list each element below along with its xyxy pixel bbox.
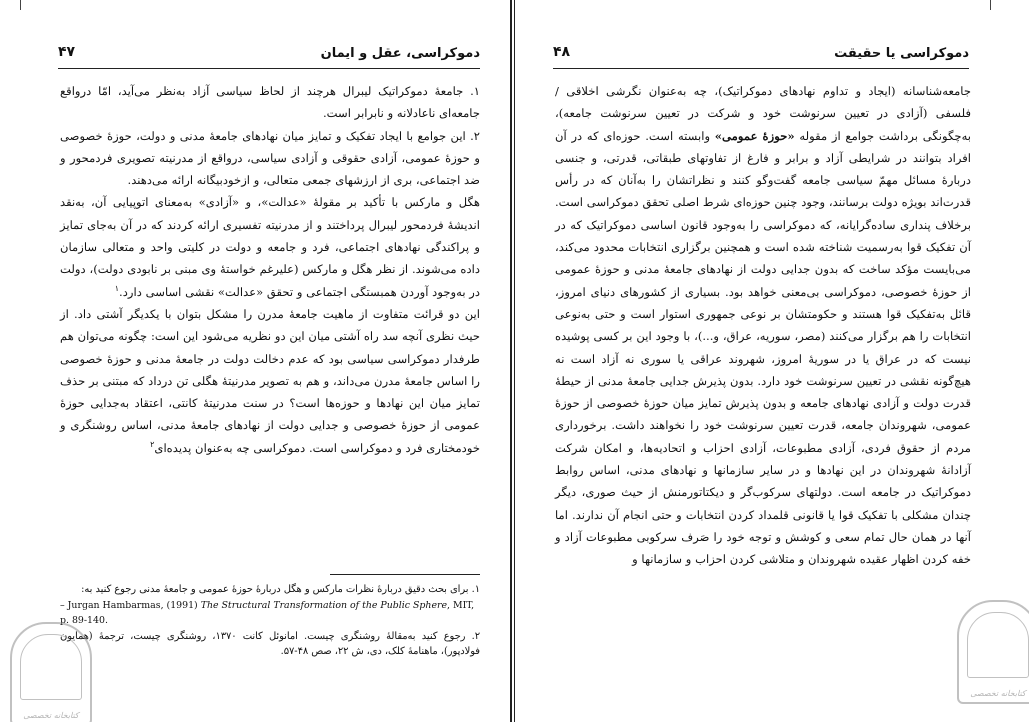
stamp-text: کتابخانه تخصصی bbox=[970, 689, 1026, 698]
library-stamp bbox=[10, 622, 92, 722]
footnote-ref: ۱ bbox=[114, 283, 120, 293]
paragraph: ۱. جامعهٔ دموکراتیک لیبرال هرچند از لحاظ سیاسی آزاد به‌نظر می‌آید، امّا درواقع جامعه‌ای ناعادلانه و نابرابر است. bbox=[60, 84, 480, 121]
paragraph: این دو قرائت متفاوت از ماهیت جامعهٔ مدرن را مشکل بتوان با یکدیگر آشتی داد. از حیث نظری آنچه سد راه آشتی میان این دو نظریه می‌شود این است: چگونه می‌توان هم طرفدار دموکراسی سیاسی بود که عدم دخالت دولت در جامعهٔ مدنی و حوزهٔ خصوصی را اساس جامعهٔ مدرن می‌داند، و هم به تصویر مدرنیتهٔ هگلی تن درداد که مبتنی بر حذف تمایز میان این نهادها و حوزه‌ها است؟ در سنت مدرنیتهٔ کانتی، اعتقاد به‌جدایی حوزهٔ عمومی از حوزهٔ خصوصی و جدایی دولت از نهادهای جامعهٔ مدنی، اساس روشنگری و خودمختاری فرد و دموکراسی است. دموکراسی چه به‌عنوان پدیده‌ای$^۲$ bbox=[60, 306, 480, 455]
footnote-divider bbox=[330, 574, 480, 575]
page-number: ۴۷ bbox=[58, 44, 76, 60]
footnote: ۱. برای بحث دقیق دربارهٔ نظرات مارکس و هگل دربارهٔ حوزهٔ عمومی و جامعهٔ مدنی رجوع کنید به: bbox=[81, 584, 480, 595]
stamp-arch bbox=[20, 634, 82, 700]
footnotes bbox=[60, 582, 480, 660]
left-page bbox=[0, 0, 512, 722]
corner-mark bbox=[20, 0, 21, 10]
footnote-citation: – Jurgan Hambarmas, (1991) The Structural Transformation of the Public Sphere, MIT, p. 89-140. bbox=[60, 599, 475, 626]
page-number: ۴۸ bbox=[553, 44, 571, 60]
left-page-header bbox=[58, 40, 480, 69]
right-page-body bbox=[555, 80, 971, 571]
library-stamp bbox=[957, 600, 1029, 704]
footnote-ref: ۲ bbox=[150, 439, 155, 449]
paragraph: ۲. این جوامع با ایجاد تفکیک و تمایز میان نهادهای جامعهٔ مدنی و دولت، حوزهٔ خصوصی و حوزهٔ عمومی، آزادی حقوقی و آزادی سیاسی، درواقع از مدرنیته تصویری فردمحور و ضد اجتماعی، بری از ارزشهای جمعی متعالی، و ازخودبیگانه ارائه می‌دهند. bbox=[60, 128, 480, 188]
paragraph: هگل و مارکس با تأکید بر مقولهٔ «عدالت»، و «آزادی» به‌معنای اتوپیایی آن، به‌نقد اندیشهٔ فردمحور لیبرال پرداختند و از مدرنیته تفسیری ارائه کردند که در آن به‌جای تمایز و پراکندگی نهادهای اجتماعی، فرد و جامعه و دولت در کلیتی واحد و متعالی سازمان داده می‌شوند. از نظر هگل و مارکس (علیرغم خواستهٔ وی مبنی بر نابودی دولت)، دولت در به‌وجود آوردن همبستگی اجتماعی و تحقق «عدالت» نقشی اساسی دارد.$^۱$ bbox=[60, 195, 480, 299]
stamp-text: کتابخانه تخصصی bbox=[23, 711, 79, 720]
corner-mark bbox=[990, 0, 991, 10]
stamp-arch bbox=[967, 612, 1029, 678]
paragraph: جامعه‌شناسانه (ایجاد و تداوم نهادهای دموکراتیک)، چه به‌عنوان نگرشی اخلاقی / فلسفی (آزادی در تعیین سرنوشت خود و شرکت در تعیین سرنوشت جامعه)، به‌چگونگی برداشت جوامع از مقوله «حوزهٔ عمومی» وابسته است. حوزه‌ای که در آن افراد بتوانند در شرایطی آزاد و برابر و فارغ از تفاوتهای طبقاتی، قدرتی، و جنسی دربارهٔ مسائل مهمّ سیاسی جامعه گفت‌وگو کنند و نظراتشان را به‌آنان که در رأس قدرت‌اند بویژه دولت برسانند، وجود چنین حوزه‌ای شرط اصلی تحقق دموکراسی است. برخلاف پنداری ساده‌گرایانه، که دموکراسی را به‌وجود قانون اساسی دموکراتیک که در آن تفکیک قوا به‌رسمیت شناخته شده است و همچنین برگزاری انتخابات محدود می‌کند، می‌بایست مؤکد ساخت که بدون جدایی دولت از نهادهای جامعهٔ مدنی و حوزهٔ عمومی از حوزهٔ خصوصی، دموکراسی بی‌معنی خواهد بود. بسیاری از کشورهای دنیای امروز، قائل به‌تفکیک قوا هستند و حکومتشان بر نوعی جمهوری استوار است و حتی به‌نوعی انتخابات را هم برگزار می‌کنند (مصر، سوریه، عراق، و...)، با وجود این بر کسی پوشیده نیست که در عراق یا در سوریهٔ امروز، شهروند عراقی یا سوری نه آزاد است نه هیچ‌گونه نقشی در تعیین سرنوشت خود دارد. بدون پذیرش جدایی جامعهٔ مدنی از حیطهٔ قدرت دولت و آزادی نهادهای جامعه و بدون پذیرش تمایز میان حوزهٔ خصوصی از حوزهٔ عمومی، شهروندان جامعه، قدرت تعیین سرنوشت خود را نخواهند داشت. برخورداری مردم از حقوق فردی، آزادی مطبوعات، آزادی احزاب و اتحادیه‌ها، و امکان شرکت آزادانهٔ شهروندان در این نهادها و در سایر سازمانها و نهادهای مدنی، اساس روابط دموکراتیک در جامعه است. دولتهای سرکوب‌گر و دیکتاتورمنش از حیث صوری، دیگر چندان مشکلی با تفکیک قوا یا قانونی قلمداد کردن انتخابات و حتی انجام آن ندارند. اما آنها در همان حال تمام سعی و کوشش و توجه خود را صَرف سرکوبی مطبوعات آزاد و خفه کردن اظهار عقیده شهروندان و متلاشی کردن احزاب و سازمانها و bbox=[555, 84, 972, 567]
right-page-header-number bbox=[553, 40, 969, 68]
bold-term: «حوزهٔ عمومی» bbox=[714, 128, 795, 143]
right-page bbox=[514, 0, 1029, 722]
footnote: ۲. رجوع کنید به‌مقالهٔ روشنگری چیست. امانوئل کانت ۱۳۷۰، روشنگری چیست، ترجمهٔ (همایون فولادپور)، ماهنامهٔ کلک، دی، ش ۲۲، صص ۴۸-۵۷. bbox=[60, 630, 480, 657]
left-page-body bbox=[60, 80, 480, 459]
running-title: دموکراسی یا حقیقت bbox=[834, 46, 969, 61]
running-title: دموکراسی، عقل و ایمان bbox=[320, 46, 480, 61]
citation-title: The Structural Transformation of the Public Sphere bbox=[200, 599, 448, 611]
